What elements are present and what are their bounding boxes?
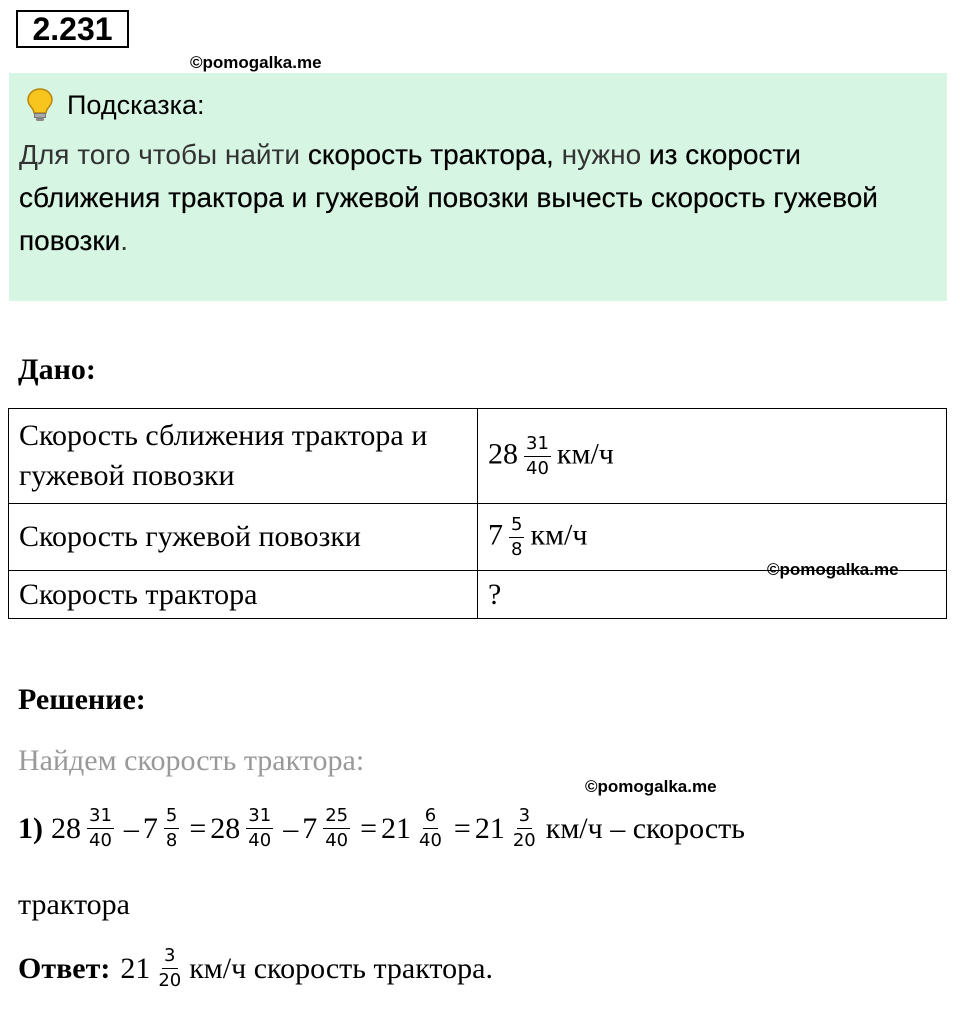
fraction-denominator: 8 xyxy=(165,830,178,851)
mixed-whole: 28 xyxy=(51,811,81,845)
mixed-fraction xyxy=(417,806,444,851)
fraction-numerator: 6 xyxy=(423,806,438,829)
given-value xyxy=(478,504,947,571)
hint-title-text: Подсказка: xyxy=(67,89,205,120)
mixed-fraction xyxy=(511,806,538,851)
fraction-numerator: 31 xyxy=(524,434,551,457)
answer-label: Ответ: xyxy=(18,951,111,985)
given-label: Скорость сближения трактора и гужевой повозки xyxy=(9,409,478,504)
fraction-denominator: 40 xyxy=(248,830,272,851)
watermark: ©pomogalka.me xyxy=(585,777,717,796)
given-table xyxy=(8,408,947,619)
fraction-denominator: 40 xyxy=(526,457,549,479)
solution-continuation: трактора xyxy=(18,888,131,921)
mixed-fraction xyxy=(323,806,350,851)
operator: = xyxy=(453,811,471,845)
mixed-whole: 21 xyxy=(381,811,412,845)
mixed-fraction xyxy=(246,806,273,851)
operator: = xyxy=(360,811,378,845)
fraction-numerator: 3 xyxy=(517,806,532,829)
value-unit: км/ч xyxy=(530,517,588,551)
value-unit: км/ч xyxy=(556,436,614,470)
hint-text xyxy=(19,133,919,262)
mixed-whole: 21 xyxy=(474,811,505,845)
solution-result-text: км/ч – скорость xyxy=(545,811,745,845)
fraction-numerator: 31 xyxy=(87,806,114,829)
operator: – xyxy=(123,811,139,845)
fraction-denominator: 20 xyxy=(158,970,182,991)
given-label: Скорость трактора xyxy=(9,571,478,619)
task-number: 2.231 xyxy=(16,10,129,48)
table-row xyxy=(9,409,947,504)
answer-whole: 21 xyxy=(120,951,151,985)
fraction-numerator: 5 xyxy=(509,515,524,538)
solution-intro: Найдем скорость трактора: xyxy=(18,744,365,777)
hint-segment: Для того чтобы найти xyxy=(19,139,308,170)
hint-segment: . xyxy=(120,225,129,256)
given-value xyxy=(478,409,947,504)
mixed-whole: 7 xyxy=(302,811,318,845)
given-label: Скорость гужевой повозки xyxy=(9,504,478,571)
fraction-numerator: 5 xyxy=(164,806,179,829)
fraction-numerator: 31 xyxy=(246,806,273,829)
value-fraction xyxy=(509,515,524,560)
mixed-fraction xyxy=(87,806,114,851)
mixed-fraction xyxy=(164,806,179,851)
watermark: ©pomogalka.me xyxy=(767,560,899,579)
fraction-denominator: 20 xyxy=(512,830,536,851)
hint-box xyxy=(9,73,947,301)
lightbulb-icon xyxy=(25,87,55,123)
answer xyxy=(18,946,493,991)
mixed-whole: 28 xyxy=(210,811,241,845)
hint-segment: нужно xyxy=(553,139,649,170)
mixed-whole: 7 xyxy=(142,811,158,845)
answer-text: км/ч скорость трактора. xyxy=(189,951,493,985)
fraction-denominator: 40 xyxy=(419,830,442,851)
fraction-numerator: 25 xyxy=(323,806,350,829)
value-whole: 28 xyxy=(488,436,518,470)
given-title: Дано: xyxy=(18,353,96,386)
solution-expression xyxy=(51,806,544,851)
fraction-denominator: 8 xyxy=(511,538,523,560)
fraction-denominator: 40 xyxy=(89,830,112,851)
given-value: ? xyxy=(478,571,947,619)
value-whole: 7 xyxy=(488,517,503,551)
value-fraction xyxy=(524,434,551,479)
hint-emphasis: из скорости сближения трактора и гужевой повозки вычесть скорость гужевой повозки xyxy=(19,139,878,256)
solution-title: Решение: xyxy=(18,683,146,716)
operator: – xyxy=(283,811,299,845)
fraction-numerator: 3 xyxy=(162,946,177,969)
operator: = xyxy=(189,811,207,845)
table-row xyxy=(9,504,947,571)
watermark: ©pomogalka.me xyxy=(190,53,322,72)
answer-fraction xyxy=(156,946,183,991)
table-row xyxy=(9,571,947,619)
fraction-denominator: 40 xyxy=(325,830,349,851)
solution-step-1 xyxy=(18,806,745,851)
hint-title xyxy=(25,87,205,123)
hint-emphasis: скорость трактора, xyxy=(307,139,554,170)
step-number: 1) xyxy=(18,811,43,845)
